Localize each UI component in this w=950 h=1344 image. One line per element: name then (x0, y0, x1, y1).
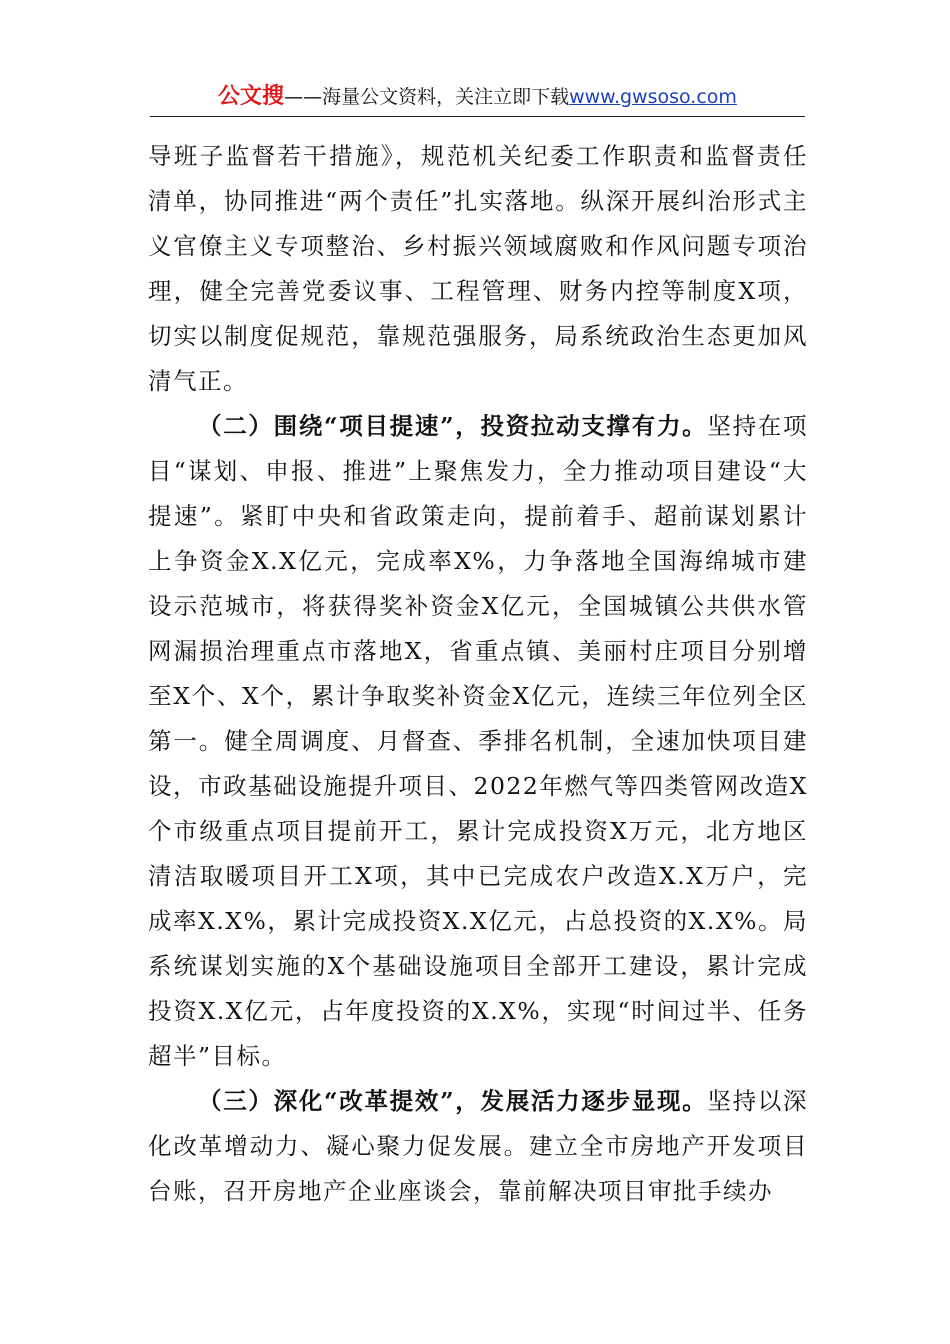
brand-logo-text: 公文搜 (218, 84, 285, 109)
paragraph-3 (148, 1079, 808, 1214)
paragraph-3-heading: （三）深化“改革提效”，发展活力逐步显现。 (198, 1087, 708, 1115)
document-body (148, 134, 808, 1214)
paragraph-1 (148, 134, 808, 404)
website-link[interactable]: www.gwsoso.com (569, 86, 737, 108)
paragraph-1-text: 导班子监督若干措施》，规范机关纪委工作职责和监督责任清单，协同推进“两个责任”扎实落地。纵深开展纠治形式主义官僚主义专项整治、乡村振兴领域腐败和作风问题专项治理，健全完善党委议事、工程管理、财务内控等制度X项，切实以制度促规范，靠规范强服务，局系统政治生态更加风清气正。 (148, 142, 808, 395)
header-divider (150, 116, 805, 117)
paragraph-2-heading: （二）围绕“项目提速”，投资拉动支撑有力。 (198, 412, 708, 440)
header-tagline: ——海量公文资料，关注立即下载 (284, 86, 570, 108)
document-header (150, 82, 805, 112)
paragraph-2-text: 坚持在项目“谋划、申报、推进”上聚焦发力，全力推动项目建设“大提速”。紧盯中央和省政策走向，提前着手、超前谋划累计上争资金X.X亿元，完成率X%，力争落地全国海绵城市建设示范城市，将获得奖补资金X亿元，全国城镇公共供水管网漏损治理重点市落地X，省重点镇、美丽村庄项目分别增至X个、X个，累计争取奖补资金X亿元，连续三年位列全区第一。健全周调度、月督查、季排名机制，全速加快项目建设，市政基础设施提升项目、2022年燃气等四类管网改造X个市级重点项目提前开工，累计完成投资X万元，北方地区清洁取暖项目开工X项，其中已完成农户改造X.X万户，完成率X.X%，累计完成投资X.X亿元，占总投资的X.X%。局系统谋划实施的X个基础设施项目全部开工建设，累计完成投资X.X亿元，占年度投资的X.X%，实现“时间过半、任务超半”目标。 (148, 412, 808, 1070)
paragraph-3-text: 坚持以深化改革增动力、凝心聚力促发展。建立全市房地产开发项目台账，召开房地产企业座谈会，靠前解决项目审批手续办 (148, 1087, 808, 1205)
paragraph-2 (148, 404, 808, 1079)
